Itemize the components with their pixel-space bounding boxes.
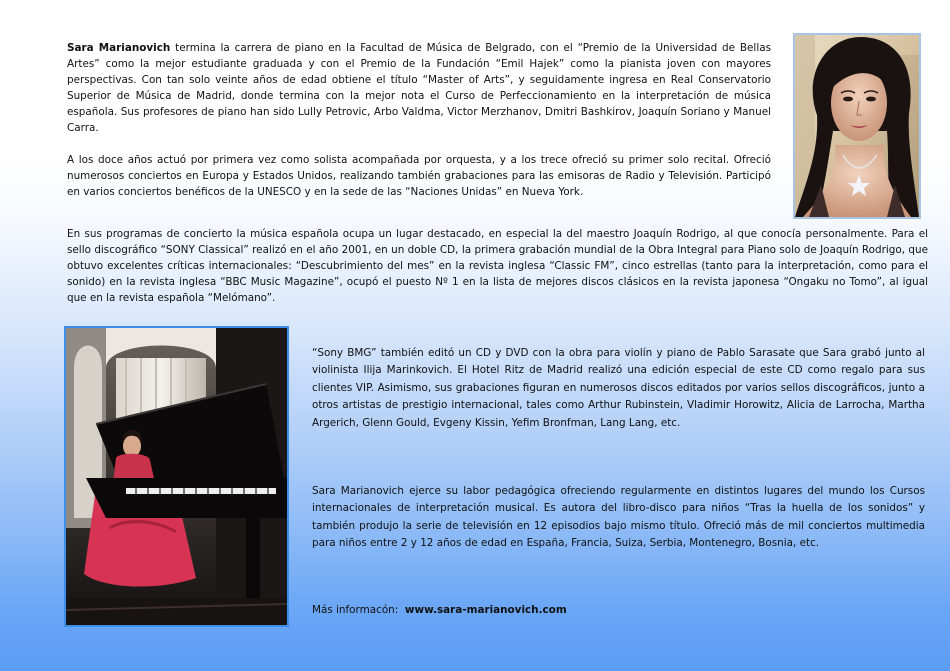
bio-paragraph-concerts: A los doce años actuó por primera vez como solista acompañada por orquesta, y a los trece ofreció su primer solo recital. Ofreció numerosos conciertos en Europa y Estados Unidos, realizando también grabaciones para las emisoras de Radio y Televisión. Participó en varios conciertos benéficos de la UNESCO y en la sede de las “Naciones Unidas” en Nueva York. [67, 154, 771, 198]
intro-text: termina la carrera de piano en la Facultad de Música de Belgrado, con el “Premio de la Universidad de Bellas Artes” como la mejor estudiante graduada y con el Premio de la Fundación “Emil Hajek” como la pianista joven con mayores perspectivas. Con tan solo veinte años de edad obtiene el título “Master of Arts”, y seguidamente ingresa en Real Conservatorio Superior de Música de Madrid, donde termina con la mejor nota el Curso de Perfeccionamiento en la interpretación de música española. Sus profesores de piano han sido Lully Petrovic, Arbo Valdma, Victor Merzhanov, Dmitri Bashkirov, Joaquín Soriano y Manuel Carra. [67, 42, 771, 134]
bio-paragraph-repertoire: En sus programas de concierto la música española ocupa un lugar destacado, en especial la del maestro Joaquín Rodrigo, al que conocía personalmente. Para el sello discográfico “SONY Classical” realizó en el año 2001, en un doble CD, la primera grabación mundial de la Obra Integral para Piano solo de Joaquín Rodrigo, que obtuvo excelentes críticas internacionales: “Descubrimiento del mes” en la revista inglesa “Classic FM”, cinco estrellas (tanto para la interpretación, como para el sonido) en la revista inglesa “BBC Music Magazine”, ocupó el puesto Nº 1 en la lista de mejores discos clásicos en la revista japonesa “Ongaku no Tomo”, al igual que en la revista española “Melómano”. [67, 228, 928, 304]
bio-paragraph-teaching: Sara Marianovich ejerce su labor pedagógica ofreciendo regularmente en distintos lugares del mundo los Cursos internacionales de interpretación musical. Es autora del libro-disco para niños “Tras la huella de los sonidos” y también produjo la serie de televisión en 12 episodios bajo mismo título. Ofreció más de mil conciertos multimedia para niños entre 2 y 12 años de edad en España, Francia, Suiza, Serbia, Montenegro, Bosnia, etc. [312, 485, 925, 550]
website-link[interactable]: www.sara-marianovich.com [404, 604, 567, 616]
bio-paragraph-intro [67, 40, 771, 136]
more-info-label: Más informacón: [312, 604, 399, 616]
portrait-photo [793, 33, 921, 219]
piano-performance-photo [64, 326, 289, 627]
artist-name: Sara Marianovich [67, 42, 171, 54]
more-info-line [312, 602, 925, 618]
bio-paragraph-recordings: “Sony BMG” también editó un CD y DVD con la obra para violín y piano de Pablo Sarasate que Sara grabó junto al violinista Ilija Marinkovich. El Hotel Ritz de Madrid realizó una edición especial de este CD como regalo para sus clientes VIP. Asimismo, sus grabaciones figuran en numerosos discos editados por varios sellos discográficos, junto a otros artistas de prestigio internacional, tales como Arthur Rubinstein, Vladimir Horowitz, Alicia de Larrocha, Martha Argerich, Glenn Gould, Evgeny Kissin, Yefim Bronfman, Lang Lang, etc. [312, 347, 925, 429]
